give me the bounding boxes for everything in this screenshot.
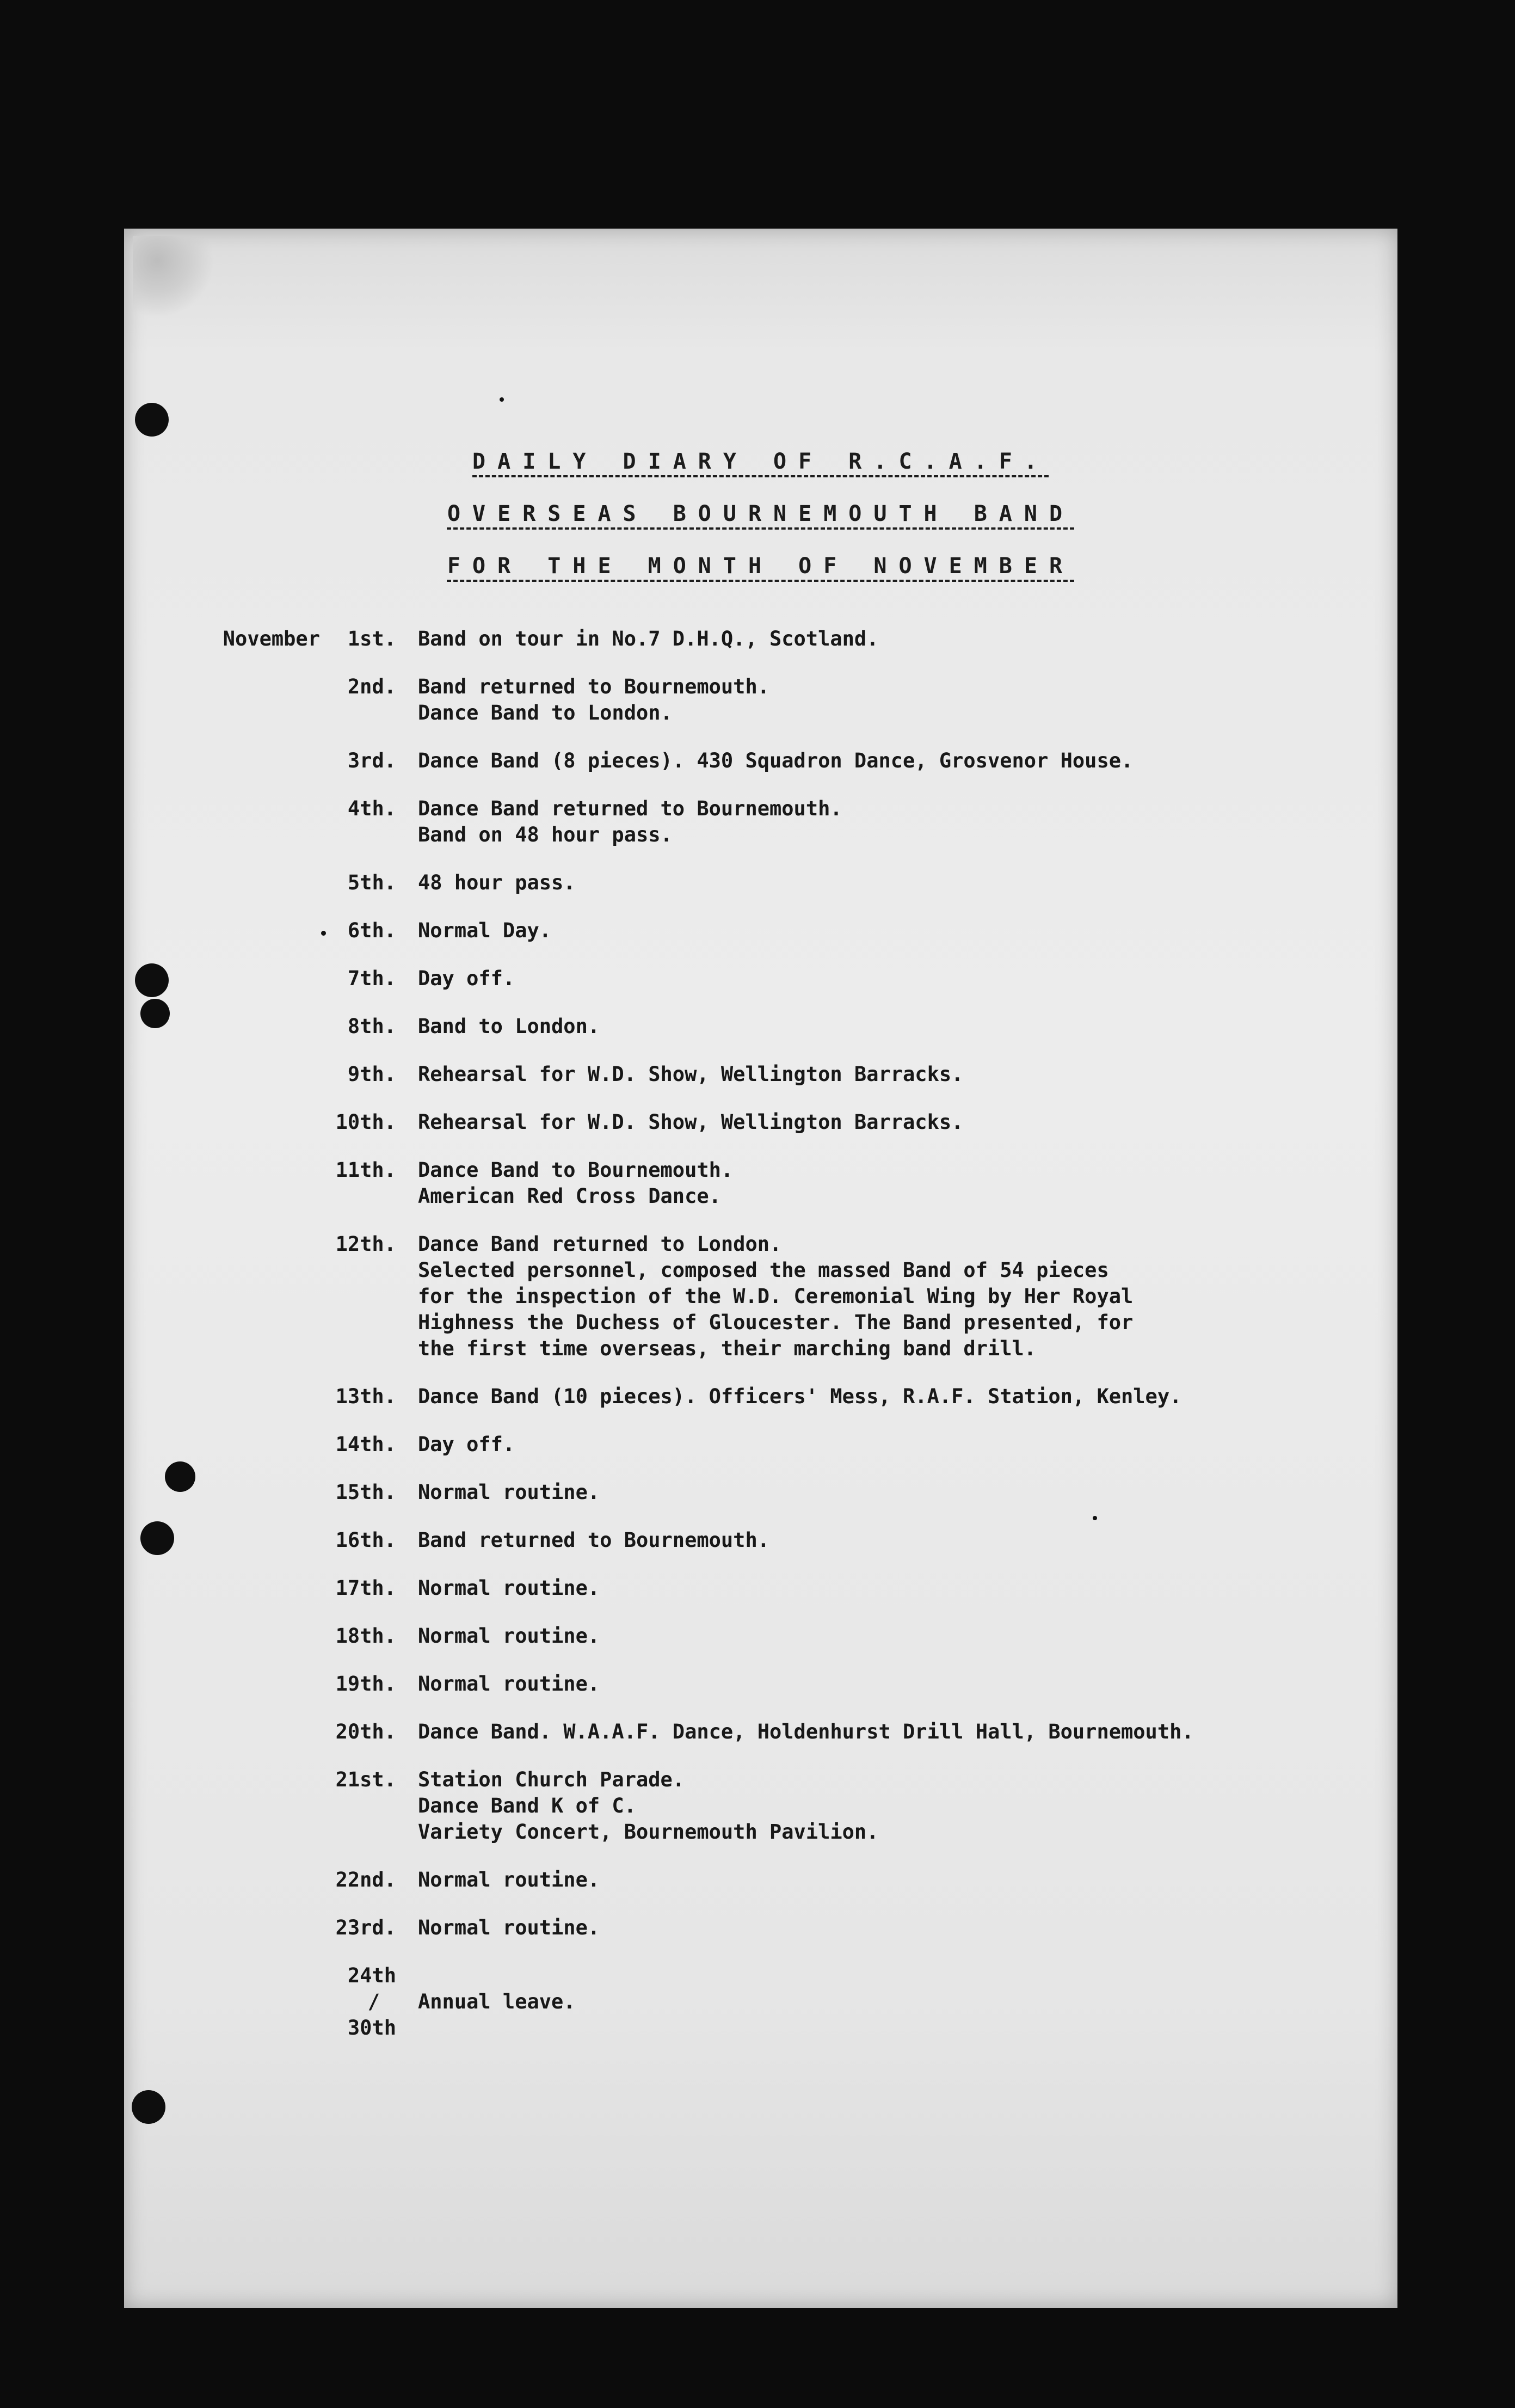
entry-day: 6th.	[347, 919, 396, 942]
diary-entry	[124, 1432, 1397, 1458]
entry-line: Dance Band. W.A.A.F. Dance, Holdenhurst Drill Hall, Bournemouth.	[418, 1720, 1194, 1743]
month-label: November	[223, 627, 320, 650]
entry-line: Dance Band returned to Bournemouth.	[418, 797, 842, 820]
entry-text	[418, 1767, 1397, 1845]
entry-text	[418, 1157, 1397, 1209]
entry-day: 12th.	[335, 1232, 396, 1256]
punch-hole	[135, 403, 169, 437]
entry-text	[418, 1867, 1397, 1893]
entry-day: 15th.	[335, 1481, 396, 1504]
entry-day: 20th.	[335, 1720, 396, 1743]
diary-entry	[124, 1109, 1397, 1135]
diary-entry	[124, 674, 1397, 726]
entry-text	[418, 1527, 1397, 1553]
diary-entry	[124, 1479, 1397, 1506]
page-corner-fold	[133, 236, 214, 318]
entry-line: American Red Cross Dance.	[418, 1184, 721, 1208]
entry-text	[418, 1623, 1397, 1649]
entry-text	[418, 1671, 1397, 1697]
diary-entry	[124, 1061, 1397, 1088]
entry-text	[418, 1384, 1397, 1410]
entry-line: Selected personnel, composed the massed Band of 54 pieces	[418, 1258, 1109, 1282]
entry-day: 17th.	[335, 1576, 396, 1600]
entry-text	[418, 1719, 1397, 1745]
entry-day: 2nd.	[347, 675, 396, 698]
entry-day: 7th.	[347, 967, 396, 990]
entry-line: Normal routine.	[418, 1672, 600, 1696]
entry-line: Day off.	[418, 1433, 515, 1456]
range-from-day: 24th	[347, 1964, 396, 1987]
diary-entry	[124, 1719, 1397, 1745]
range-separator: /	[367, 1990, 380, 2013]
diary-entry	[124, 1384, 1397, 1410]
entry-line: Normal routine.	[418, 1916, 600, 1939]
diary-entry	[124, 1671, 1397, 1697]
entry-text	[418, 1963, 1397, 2041]
diary-entry	[124, 1575, 1397, 1601]
entry-text	[418, 918, 1397, 944]
diary-entry	[124, 918, 1397, 944]
diary-entry	[124, 966, 1397, 992]
entry-line: Dance Band to Bournemouth.	[418, 1158, 734, 1182]
entry-text	[418, 796, 1397, 848]
document-page	[124, 229, 1397, 2308]
entry-day: 3rd.	[347, 749, 396, 772]
entry-day: 22nd.	[335, 1868, 396, 1891]
diary-entry	[124, 748, 1397, 774]
entry-line: Dance Band (10 pieces). Officers' Mess, R.A.F. Station, Kenley.	[418, 1385, 1182, 1408]
entry-line: Band to London.	[418, 1015, 600, 1038]
entry-line: Highness the Duchess of Gloucester. The Band presented, for	[418, 1311, 1134, 1334]
diary-entries	[124, 626, 1397, 2063]
entry-text	[418, 1479, 1397, 1506]
diary-entry-range	[124, 1963, 1397, 2041]
entry-text	[418, 1432, 1397, 1458]
range-to-day: 30th	[347, 2016, 396, 2040]
entry-day: 8th.	[347, 1015, 396, 1038]
entry-day: 5th.	[347, 871, 396, 894]
entry-line: Variety Concert, Bournemouth Pavilion.	[418, 1820, 879, 1844]
entry-text	[418, 1061, 1397, 1088]
title-line-2: OVERSEAS BOURNEMOUTH BAND	[447, 501, 1075, 526]
entry-day: 10th.	[335, 1110, 396, 1134]
entry-day: 14th.	[335, 1433, 396, 1456]
diary-entry	[124, 1231, 1397, 1362]
entry-text	[418, 1915, 1397, 1941]
entry-day: 19th.	[335, 1672, 396, 1696]
diary-entry	[124, 1623, 1397, 1649]
entry-text	[418, 626, 1397, 652]
entry-line: Station Church Parade.	[418, 1768, 685, 1791]
entry-text	[418, 674, 1397, 726]
entry-line: 48 hour pass.	[418, 871, 576, 894]
film-speck	[500, 397, 504, 402]
entry-text	[418, 1231, 1397, 1362]
diary-entry	[124, 796, 1397, 848]
punch-hole	[132, 2090, 165, 2124]
entry-line: Band returned to Bournemouth.	[418, 675, 770, 698]
diary-entry	[124, 1527, 1397, 1553]
diary-entry	[124, 626, 1397, 652]
entry-text	[418, 966, 1397, 992]
diary-entry	[124, 1767, 1397, 1845]
diary-entry	[124, 1157, 1397, 1209]
entry-day: 9th.	[347, 1062, 396, 1086]
title-line-1: DAILY DIARY OF R.C.A.F.	[472, 449, 1049, 474]
entry-line: Dance Band to London.	[418, 701, 673, 724]
entry-day: 16th.	[335, 1528, 396, 1552]
entry-day: 18th.	[335, 1624, 396, 1648]
diary-entry	[124, 1013, 1397, 1040]
entry-line: Band on tour in No.7 D.H.Q., Scotland.	[418, 627, 879, 650]
entry-day-range	[331, 1963, 418, 2041]
diary-entry	[124, 1867, 1397, 1893]
entry-day: 4th.	[347, 797, 396, 820]
entry-line: Rehearsal for W.D. Show, Wellington Barracks.	[418, 1062, 964, 1086]
diary-entry	[124, 1915, 1397, 1941]
entry-day: 21st.	[335, 1768, 396, 1791]
entry-day: 23rd.	[335, 1916, 396, 1939]
diary-entry	[124, 870, 1397, 896]
entry-line: Day off.	[418, 967, 515, 990]
entry-line: the first time overseas, their marching band drill.	[418, 1337, 1037, 1360]
entry-line: Normal routine.	[418, 1576, 600, 1600]
entry-text	[418, 1575, 1397, 1601]
entry-line: Band returned to Bournemouth.	[418, 1528, 770, 1552]
entry-line: Normal routine.	[418, 1481, 600, 1504]
entry-line: Normal Day.	[418, 919, 552, 942]
document-title	[124, 435, 1397, 592]
entry-text	[418, 1013, 1397, 1040]
entry-day: 11th.	[335, 1158, 396, 1182]
entry-line: for the inspection of the W.D. Ceremonial Wing by Her Royal	[418, 1285, 1134, 1308]
entry-line: Rehearsal for W.D. Show, Wellington Barracks.	[418, 1110, 964, 1134]
entry-text	[418, 870, 1397, 896]
entry-line: Normal routine.	[418, 1624, 600, 1648]
entry-line: Annual leave.	[418, 1990, 576, 2013]
entry-line: Dance Band (8 pieces). 430 Squadron Dance, Grosvenor House.	[418, 749, 1134, 772]
entry-line: Band on 48 hour pass.	[418, 823, 673, 846]
entry-text	[418, 1109, 1397, 1135]
title-line-3: FOR THE MONTH OF NOVEMBER	[447, 554, 1075, 579]
entry-day: 13th.	[335, 1385, 396, 1408]
entry-line: Dance Band K of C.	[418, 1794, 636, 1817]
entry-line: Normal routine.	[418, 1868, 600, 1891]
entry-day: 1st.	[347, 627, 396, 650]
entry-line: Dance Band returned to London.	[418, 1232, 782, 1256]
entry-text	[418, 748, 1397, 774]
